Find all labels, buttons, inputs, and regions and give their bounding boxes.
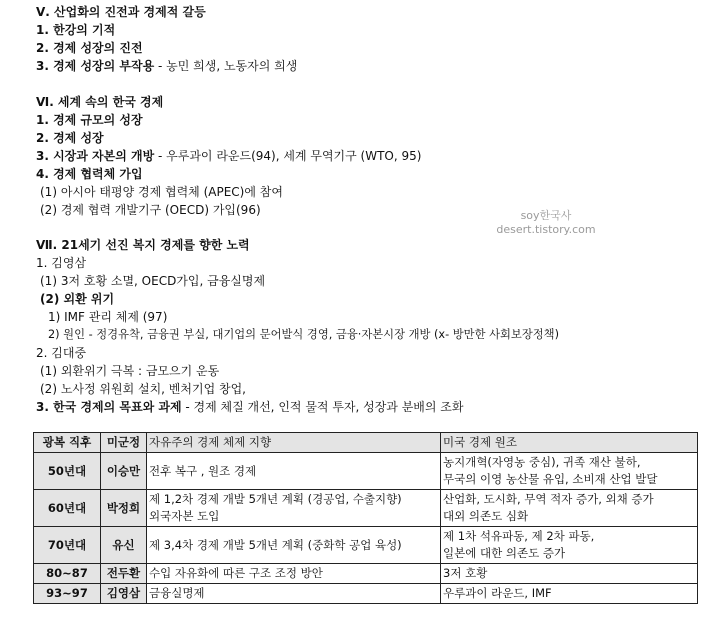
period-cell: 80~87 (34, 564, 101, 584)
section-7-sub-2-2: 2) 원인 - 정경유착, 금융권 부실, 대기업의 문어발식 경영, 금융·자본시장 개방 (x- 방만한 사회보장정책) (48, 328, 559, 341)
section-6-item-4: 4. 경제 협력체 가입 (36, 167, 143, 181)
policy-line: 제 1,2차 경제 개발 5개년 계획 (경공업, 수출지향) (149, 492, 402, 506)
watermark (486, 209, 606, 237)
period-cell: 50년대 (34, 453, 101, 490)
table-row (34, 490, 698, 527)
section-5-item-1: 1. 한강의 기적 (36, 23, 116, 37)
section-6-item-3-heading: 3. 시장과 자본의 개방 (36, 149, 155, 163)
result-line: 산업화, 도시화, 무역 적자 증가, 외채 증가 (443, 492, 654, 506)
section-7-sub-3: (1) 외환위기 극복 : 금모으기 운동 (40, 364, 220, 378)
section-5-item-3-detail: - 농민 희생, 노동자의 희생 (154, 59, 298, 73)
watermark-line-1: soy한국사 (520, 209, 572, 222)
economy-table (33, 432, 698, 604)
result-line: 농지개혁(자영농 중심), 귀족 재산 불하, (443, 455, 641, 469)
table-row (34, 564, 698, 584)
section-6-sub-1: (1) 아시아 태평양 경제 협력체 (APEC)에 참여 (40, 185, 283, 199)
policy-line: 금융실명제 (149, 586, 205, 600)
result-line: 3저 호황 (443, 566, 488, 580)
section-7-item-3-heading: 3. 한국 경제의 목표와 과제 (36, 400, 182, 414)
period-cell: 93~97 (34, 584, 101, 604)
result-cell (441, 527, 698, 564)
watermark-line-2: desert.tistory.com (496, 223, 596, 236)
policy-cell (147, 527, 441, 564)
result-cell (441, 453, 698, 490)
policy-cell (147, 584, 441, 604)
result-line: 우루과이 라운드, IMF (443, 586, 552, 600)
section-7-item-2: 2. 김대중 (36, 346, 87, 360)
period-cell: 60년대 (34, 490, 101, 527)
section-5-item-2: 2. 경제 성장의 진전 (36, 41, 143, 55)
table-row (34, 527, 698, 564)
section-7-sub-4: (2) 노사정 위원회 설치, 벤처기업 창업, (40, 382, 246, 396)
policy-line: 외국자본 도입 (149, 509, 220, 523)
header-cell: 광복 직후 (34, 433, 101, 453)
policy-line: 제 3,4차 경제 개발 5개년 계획 (중화학 공업 육성) (149, 537, 402, 552)
leader-cell: 유신 (101, 527, 147, 564)
table-row (34, 584, 698, 604)
result-cell (441, 584, 698, 604)
header-cell: 미군정 (101, 433, 147, 453)
policy-cell (147, 564, 441, 584)
section-6-title: Ⅵ. 세계 속의 한국 경제 (36, 95, 164, 109)
section-7-sub-2: (2) 외환 위기 (40, 292, 115, 306)
section-5-item-3 (36, 58, 297, 74)
table-row (34, 453, 698, 490)
result-line: 대외 의존도 심화 (443, 509, 529, 523)
period-cell: 70년대 (34, 527, 101, 564)
section-7-sub-2-1: 1) IMF 관리 체제 (97) (48, 310, 168, 324)
section-7-item-3-detail: - 경제 체질 개선, 인적 물적 투자, 성장과 분배의 조화 (181, 400, 464, 414)
section-7-item-1: 1. 김영삼 (36, 256, 87, 270)
section-7-title: Ⅶ. 21세기 선진 복지 경제를 향한 노력 (36, 238, 250, 252)
section-6-item-3-detail: - 우루과이 라운드(94), 세계 무역기구 (WTO, 95) (154, 149, 422, 163)
leader-cell: 전두환 (101, 564, 147, 584)
result-cell (441, 564, 698, 584)
section-5-item-3-heading: 3. 경제 성장의 부작용 (36, 59, 155, 73)
section-6-item-1: 1. 경제 규모의 성장 (36, 113, 143, 127)
result-line: 무국의 이영 농산물 유입, 소비재 산업 발달 (443, 472, 658, 486)
leader-cell: 김영삼 (101, 584, 147, 604)
result-line: 일본에 대한 의존도 증가 (443, 546, 566, 560)
policy-line: 수입 자유화에 따른 구조 조정 방안 (149, 566, 323, 580)
section-6-item-3 (36, 148, 421, 164)
header-cell: 미국 경제 원조 (441, 433, 698, 453)
policy-cell (147, 490, 441, 527)
header-cell: 자유주의 경제 체제 지향 (147, 433, 441, 453)
policy-line: 전후 복구 , 원조 경제 (149, 463, 257, 478)
result-line: 제 1차 석유파동, 제 2차 파동, (443, 529, 595, 543)
leader-cell: 박정희 (101, 490, 147, 527)
section-6-sub-2: (2) 경제 협력 개발기구 (OECD) 가입(96) (40, 203, 261, 217)
section-7-sub-1: (1) 3저 호황 소멸, OECD가입, 금융실명제 (40, 274, 266, 288)
section-5-title: Ⅴ. 산업화의 진전과 경제적 갈등 (36, 5, 206, 19)
table-header-row (34, 433, 698, 453)
leader-cell: 이승만 (101, 453, 147, 490)
result-cell (441, 490, 698, 527)
policy-cell (147, 453, 441, 490)
section-7-item-3 (36, 399, 464, 415)
section-6-item-2: 2. 경제 성장 (36, 131, 104, 145)
